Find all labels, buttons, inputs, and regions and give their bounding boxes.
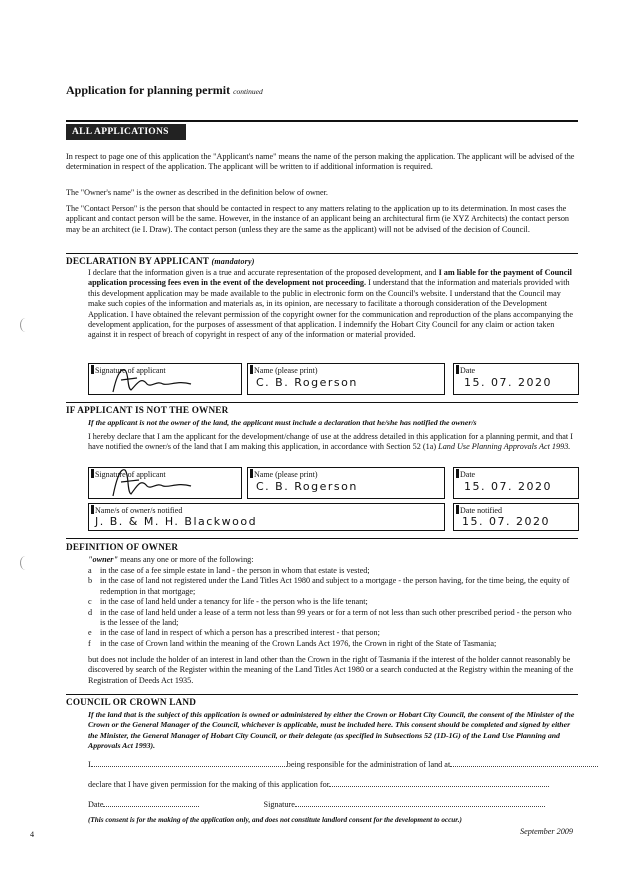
list-letter: f xyxy=(88,638,91,648)
council-signature-label: Signature xyxy=(263,800,295,809)
declaration-text-a: I declare that the information given is a true and accurate representation of the proposed development, and xyxy=(88,268,437,277)
section-rule xyxy=(66,694,578,695)
section-rule xyxy=(66,538,578,539)
declaration-heading xyxy=(66,256,255,266)
list-item xyxy=(88,608,578,629)
definition-intro-rest: means any one or more of the following: xyxy=(118,555,254,564)
applicant-signature xyxy=(107,464,197,500)
mandatory-label: (mandatory) xyxy=(211,257,255,266)
not-owner-name-box[interactable] xyxy=(247,467,445,499)
applicant-name-value: C. B. Rogerson xyxy=(256,376,358,389)
page-title-text: Application for planning permit xyxy=(66,83,231,97)
owners-notified-label: Name/s of owner/s notified xyxy=(95,506,183,515)
list-item xyxy=(88,628,578,638)
name-label: Name (please print) xyxy=(254,366,318,375)
council-italic: If the land that is the subject of this application is owned or administered by either the Crown or Hobart City Council, the consent of the Minister of the Crown or the General Manager of the Council, whichever is applicable, must be included here. This consent should be completed and signed by either the Minister, the General Manager of Hobart City Council, or their delegate (as specified in Subsections 52 (1D-1G) of the Land Use Planning and Approvals Act 1993). xyxy=(88,710,575,751)
not-owner-italic: If the applicant is not the owner of the land, the applicant must include a declaration that he/she has notified the owner/s xyxy=(88,418,477,427)
list-text: in the case of land held under a tenancy for life - the person who is the life tenant; xyxy=(100,597,368,607)
council-signature-field[interactable] xyxy=(295,806,545,807)
council-line2 xyxy=(88,780,578,790)
council-footnote: (This consent is for the making of the application only, and does not constitute landlord consent for the development to occur.) xyxy=(88,816,462,824)
binder-hole-mark xyxy=(20,318,31,332)
footer-date: September 2009 xyxy=(520,827,573,836)
administrator-name-field[interactable] xyxy=(91,766,287,767)
council-line2-text: declare that I have given permission for the making of this application for xyxy=(88,780,330,789)
declaration-text-c: I indemnify the Hobart City Council for any claim or action taken against it in respect of breach of copyright in respect of any of the information or material provided. xyxy=(88,320,555,340)
owners-notified-box[interactable] xyxy=(88,503,445,531)
section-rule xyxy=(66,402,578,403)
binder-hole-mark xyxy=(20,556,31,570)
signature-label: Signature of applicant xyxy=(95,366,166,375)
list-letter: c xyxy=(88,597,92,607)
council-line1-text: being responsible for the administration of land at xyxy=(286,760,451,769)
all-applications-banner: ALL APPLICATIONS xyxy=(66,124,186,140)
name-label: Name (please print) xyxy=(254,470,318,479)
all-applications-para2: The "Owner's name" is the owner as described in the definition below of owner. xyxy=(66,188,328,197)
not-owner-date-value: 15. 07. 2020 xyxy=(464,480,552,493)
council-date-label: Date xyxy=(88,800,104,809)
not-owner-text xyxy=(88,432,578,453)
list-letter: a xyxy=(88,566,92,575)
date-label: Date xyxy=(460,366,476,375)
page-number: 4 xyxy=(30,830,35,839)
definition-closing: but does not include the holder of an interest in land other than the Crown in the right of Tasmania if the interest of the holder cannot reasonably be discovered by search of the Register within the meaning of the Land Titles Act 1980 or a search conducted at the Registry within the meaning of the Registration of Deeds Act 1935. xyxy=(88,655,574,685)
not-owner-name-value: C. B. Rogerson xyxy=(256,480,358,493)
date-notified-value: 15. 07. 2020 xyxy=(462,515,550,528)
not-owner-text-a: I hereby declare that I am the applicant for the development/change of use at the address detailed in this application for a planning permit, and that I have notified the owner/s of the land that I am making this application, in accordance with Section 52 (1a) xyxy=(88,432,573,452)
owner-term: "owner" xyxy=(88,555,119,564)
date-notified-box[interactable] xyxy=(453,503,579,531)
list-text: in the case of Crown land within the meaning of the Crown Lands Act 1976, the Crown in right of the State of Tasmania; xyxy=(100,638,497,648)
not-owner-act: Land Use Planning Approvals Act 1993. xyxy=(438,442,571,452)
council-line3 xyxy=(88,800,578,810)
not-owner-signature-box[interactable] xyxy=(88,467,242,499)
application-purpose-field[interactable] xyxy=(329,786,549,787)
not-owner-date-box[interactable] xyxy=(453,467,579,499)
applicant-signature xyxy=(107,366,197,394)
list-text: in the case of land not registered under the Land Titles Act 1980 and subject to a mortgage - the person having, for the time being, the equity of redemption in that mortgage; xyxy=(100,576,570,596)
page-title xyxy=(66,83,263,98)
continued-label: continued xyxy=(233,87,263,96)
declaration-text-bold: I am liable for the payment of Council application processing fees even in the event of the development not proceeding. xyxy=(88,268,572,288)
list-item xyxy=(88,576,578,597)
list-item xyxy=(88,597,578,607)
list-text: in the case of land held under a lease of a term not less than 99 years or for a term of not less than such other prescribed period - the person who is the lessee of the land; xyxy=(100,607,572,628)
list-text: in the case of land in respect of which a person has a prescribed interest - that person; xyxy=(100,628,380,638)
declaration-date-value: 15. 07. 2020 xyxy=(464,376,552,389)
declaration-date-box[interactable] xyxy=(453,363,579,395)
list-text: in the case of a fee simple estate in land - the person in whom that estate is vested; xyxy=(100,566,370,575)
list-item xyxy=(88,639,578,649)
council-date-field[interactable] xyxy=(103,806,199,807)
declaration-heading-text: DECLARATION BY APPLICANT xyxy=(66,256,209,266)
council-line1 xyxy=(88,760,578,770)
signature-label: Signature of applicant xyxy=(95,470,166,479)
council-i: I xyxy=(88,760,91,769)
date-notified-label: Date notified xyxy=(460,506,502,515)
all-applications-para3: The "Contact Person" is the person that should be contacted in respect to any matters relating to the application up to its determination. In most cases the applicant and contact person will be the same. However, in the instance of an applicant being an architectural firm (ie XYZ Architects) the contact person may be an architect (ie I. Draw). The contact person (unless they are the same as the applicant) will not be advised of the decision of Council. xyxy=(66,204,570,234)
land-address-field[interactable] xyxy=(450,766,598,767)
list-item xyxy=(88,566,578,576)
owners-notified-value: J. B. & M. H. Blackwood xyxy=(95,515,258,528)
date-label: Date xyxy=(460,470,476,479)
list-letter: b xyxy=(88,576,93,586)
declaration-text-b: I understand that the information and materials provided with this development application may be made available to the public in electronic form on the Council's website. I understand that the Council may make such copies of the information and materials as, in its opinion, are necessary to facilitate a thorough consideration of the Development Application. I have obtained the relevant permission of the copyright owner for the communication and reproduction of the plans accompanying the development application, for the purposes of assessment of that application. xyxy=(88,278,573,330)
definition-intro xyxy=(88,555,578,565)
definition-list xyxy=(88,566,578,649)
definition-heading: DEFINITION OF OWNER xyxy=(66,542,179,552)
not-owner-heading: IF APPLICANT IS NOT THE OWNER xyxy=(66,405,229,415)
declaration-signature-box[interactable] xyxy=(88,363,242,395)
declaration-name-box[interactable] xyxy=(247,363,445,395)
list-letter: d xyxy=(88,607,93,617)
declaration-text xyxy=(88,268,578,341)
section-rule xyxy=(66,253,578,254)
council-heading: COUNCIL OR CROWN LAND xyxy=(66,697,197,707)
all-applications-para1: In respect to page one of this application the "Applicant's name" means the name of the person making the application. The applicant will be advised of the determination in respect of the application. The applicant will be written to if additional information is required. xyxy=(66,152,575,172)
list-letter: e xyxy=(88,628,92,638)
section-rule xyxy=(66,120,578,122)
